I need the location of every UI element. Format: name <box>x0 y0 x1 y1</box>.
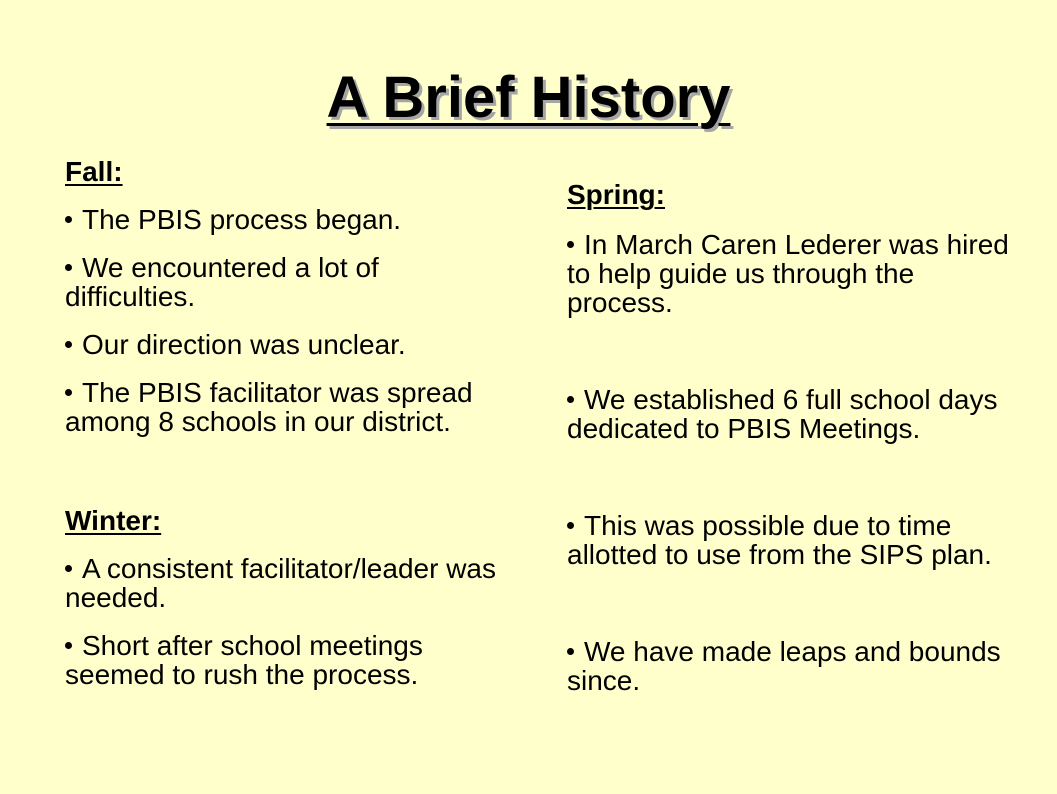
bullet-icon <box>567 241 574 248</box>
bullet-item <box>567 230 1017 317</box>
bullet-icon <box>567 648 574 655</box>
bullet-item <box>567 511 1017 569</box>
bullet-text: We established 6 full school days dedicated to PBIS Meetings. <box>567 384 998 444</box>
bullet-item <box>567 637 1017 695</box>
slide-title: A Brief History <box>326 65 731 130</box>
bullet-text: The PBIS facilitator was spread among 8 schools in our district. <box>65 377 473 437</box>
bullet-item <box>65 330 510 359</box>
bullet-icon <box>567 396 574 403</box>
bullet-icon <box>65 565 72 572</box>
spring-heading: Spring: <box>567 179 665 210</box>
bullet-text: In March Caren Lederer was hired to help guide us through the process. <box>567 229 1009 318</box>
bullet-icon <box>65 642 72 649</box>
bullet-item <box>65 631 510 689</box>
bullet-item <box>65 205 510 234</box>
winter-section <box>65 506 510 708</box>
bullet-icon <box>567 522 574 529</box>
bullet-text: Our direction was unclear. <box>82 329 406 360</box>
bullet-item <box>65 554 510 612</box>
bullet-text: A consistent facilitator/leader was needed. <box>65 553 496 613</box>
winter-heading: Winter: <box>65 505 162 536</box>
bullet-icon <box>65 389 72 396</box>
bullet-text: Short after school meetings seemed to rush the process. <box>65 630 423 690</box>
bullet-icon <box>65 341 72 348</box>
spring-section <box>567 180 1017 763</box>
bullet-text: This was possible due to time allotted to use from the SIPS plan. <box>567 510 992 570</box>
bullet-text: We have made leaps and bounds since. <box>567 636 1001 696</box>
bullet-item <box>65 253 510 311</box>
bullet-item <box>567 385 1017 443</box>
fall-section <box>65 157 510 455</box>
bullet-item <box>65 378 510 436</box>
bullet-icon <box>65 264 72 271</box>
bullet-text: The PBIS process began. <box>82 204 402 235</box>
bullet-text: We encountered a lot of difficulties. <box>65 252 379 312</box>
fall-heading: Fall: <box>65 156 123 187</box>
bullet-icon <box>65 216 72 223</box>
